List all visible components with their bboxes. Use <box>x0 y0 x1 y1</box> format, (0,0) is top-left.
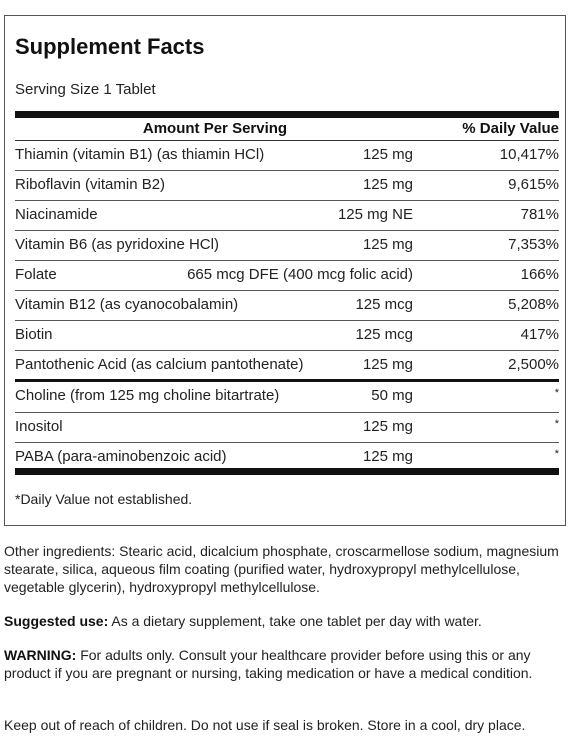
nutrient-amount: 125 mcg <box>355 296 413 313</box>
nutrient-amount: 125 mg <box>362 356 413 373</box>
nutrient-name: Riboflavin (vitamin B2) <box>15 176 166 193</box>
header-amount: Amount Per Serving <box>142 120 288 137</box>
table-row <box>15 413 559 443</box>
footnote: *Daily Value not established. <box>15 491 193 507</box>
nutrient-name: Vitamin B12 (as cyanocobalamin) <box>15 296 239 313</box>
nutrient-name: Vitamin B6 (as pyridoxine HCl) <box>15 236 219 253</box>
nutrient-daily-value: 781% <box>520 206 559 223</box>
divider-thick <box>15 468 559 475</box>
divider-thick <box>15 111 559 118</box>
warning-label: WARNING: <box>4 647 77 663</box>
nutrient-amount: 125 mg <box>362 176 413 193</box>
table-row <box>15 321 559 351</box>
other-ingredients: Other ingredients: Stearic acid, dicalcium phosphate, croscarmellose sodium, magnesium stearate, silica, aqueous film coating (purified water, hydroxypropyl methylcellulose, vegetable glycerin), hydroxypropyl methylcellulose. <box>4 543 559 595</box>
table-row <box>15 261 559 291</box>
nutrient-name: Thiamin (vitamin B1) (as thiamin HCl) <box>15 146 265 163</box>
nutrient-daily-value: * <box>554 387 559 399</box>
nutrient-amount: 125 mg NE <box>337 206 413 223</box>
nutrient-amount: 125 mg <box>362 418 413 435</box>
storage-instructions: Keep out of reach of children. Do not use if seal is broken. Store in a cool, dry place. <box>4 717 526 733</box>
table-row <box>15 141 559 171</box>
nutrient-name: Choline (from 125 mg choline bitartrate) <box>15 387 280 404</box>
table-row <box>15 291 559 321</box>
nutrient-name: Folate <box>15 266 57 283</box>
warning-text: For adults only. Consult your healthcare provider before using this or any product if you are pregnant or nursing, taking medication or have a medical condition. <box>4 647 533 681</box>
nutrient-name: Inositol <box>15 418 63 435</box>
nutrient-table <box>15 141 559 473</box>
header-daily-value: % Daily Value <box>462 120 559 137</box>
panel-title: Supplement Facts <box>15 34 205 59</box>
nutrient-daily-value: 7,353% <box>508 236 559 253</box>
nutrient-amount: 125 mg <box>362 236 413 253</box>
nutrient-amount: 50 mg <box>371 387 413 404</box>
table-row <box>15 382 559 413</box>
nutrient-daily-value: 10,417% <box>499 146 559 163</box>
nutrient-daily-value: 166% <box>520 266 559 283</box>
nutrient-amount: 665 mcg DFE (400 mcg folic acid) <box>187 266 413 283</box>
table-row <box>15 231 559 261</box>
nutrient-daily-value: 2,500% <box>508 356 559 373</box>
warning <box>4 646 566 682</box>
table-row <box>15 171 559 201</box>
nutrient-name: Biotin <box>15 326 53 343</box>
serving-size: Serving Size 1 Tablet <box>15 81 156 98</box>
nutrient-name: Niacinamide <box>15 206 98 223</box>
nutrient-amount: 125 mg <box>362 448 413 465</box>
suggested-use-text: As a dietary supplement, take one tablet per day with water. <box>108 613 482 629</box>
nutrient-daily-value: * <box>554 448 559 460</box>
table-header <box>15 118 559 141</box>
supplement-facts-panel <box>4 15 566 526</box>
nutrient-daily-value: * <box>554 418 559 430</box>
nutrient-amount: 125 mg <box>362 146 413 163</box>
suggested-use <box>4 612 566 630</box>
nutrient-daily-value: 9,615% <box>508 176 559 193</box>
table-row <box>15 351 559 382</box>
table-row <box>15 201 559 231</box>
nutrient-amount: 125 mcg <box>355 326 413 343</box>
nutrient-name: PABA (para-aminobenzoic acid) <box>15 448 227 465</box>
nutrient-daily-value: 5,208% <box>508 296 559 313</box>
suggested-use-label: Suggested use: <box>4 613 109 629</box>
nutrient-daily-value: 417% <box>520 326 559 343</box>
nutrient-name: Pantothenic Acid (as calcium pantothenate) <box>15 356 304 373</box>
